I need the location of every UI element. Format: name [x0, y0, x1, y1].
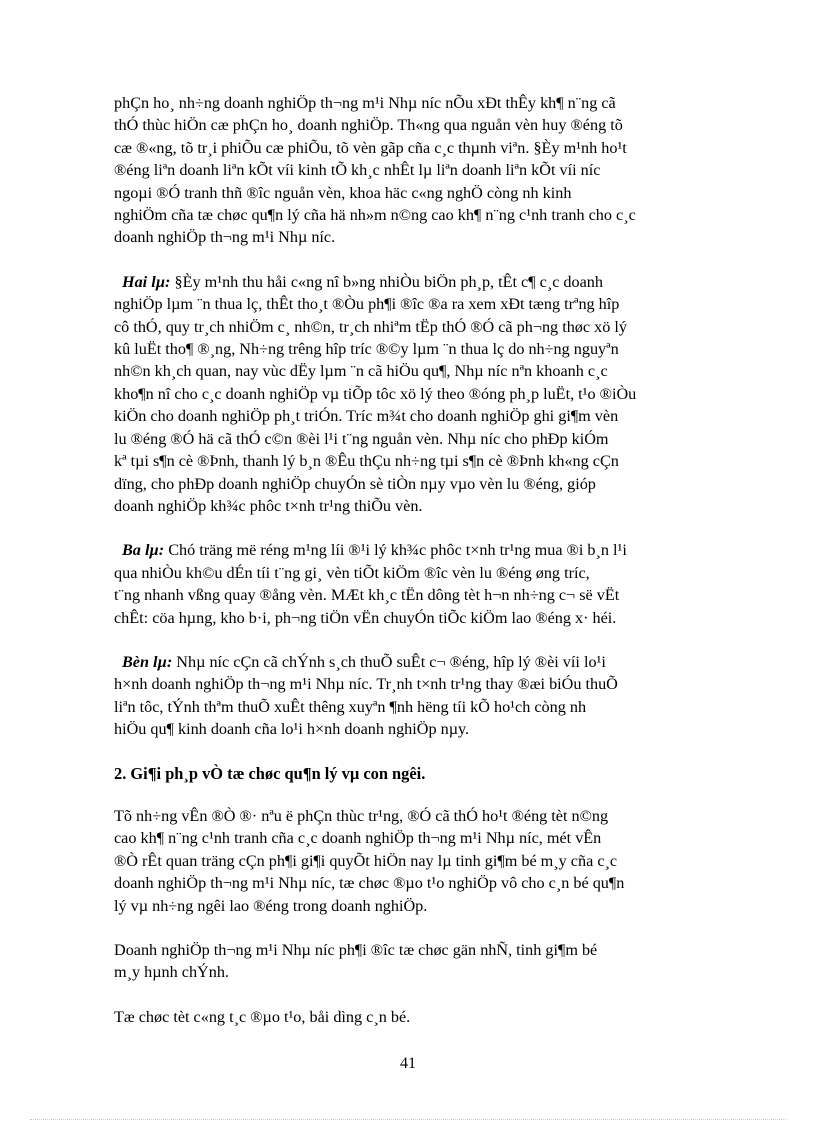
hai-la-paragraph [114, 271, 741, 517]
page-number: 41 [400, 1055, 416, 1072]
paragraph-gap [114, 785, 741, 805]
text-line: ®éng liªn doanh liªn kÕt víi kinh tÕ kh¸c nhÊt lµ liªn doanh liªn kÕt víi níc [114, 161, 601, 180]
text-line: kiÖn cho doanh nghiÖp ph¸t triÓn. Tríc m¾t cho doanh nghiÖp ghi gi¶m vèn [114, 407, 619, 426]
text-line [114, 539, 741, 561]
ba-la-lead: Ba lµ: [122, 541, 165, 560]
text-line: cæ ®«ng, tõ tr¸i phiÕu cæ phiÕu, tõ vèn gãp cña c¸c thµnh viªn. §Èy m¹nh ho¹t [114, 138, 627, 157]
ba-la-first-line: Chó träng më réng m¹ng líi ®¹i lý kh¾c phôc t×nh tr¹ng mua ®i b¸n l¹i [164, 541, 627, 560]
hai-la-first-line: §Èy m¹nh thu håi c«ng nî b»ng nhiÒu biÖn ph¸p, tÊt c¶ c¸c doanh [170, 272, 603, 291]
text-line: doanh nghiÖp kh¾c phôc t×nh tr¹ng thiÕu vèn. [114, 496, 423, 515]
text-line: Doanh nghiÖp th¬ng m¹i Nhµ níc ph¶i ®îc tæ chøc gän nhÑ, tinh gi¶m bé [114, 941, 598, 959]
text-line: h×nh doanh nghiÖp th¬ng m¹i Nhµ níc. Tr¸nh t×nh tr¹ng thay ®æi biÓu thuÕ [114, 675, 618, 694]
text-line: dïng, cho phÐp doanh nghiÖp chuyÓn sè tiÒn nµy vµo vèn lu ®éng, gióp [114, 474, 596, 493]
text-line: doanh nghiÖp th¬ng m¹i Nhµ níc. [114, 228, 336, 247]
text-line: ngoµi ®Ó tranh thñ ®îc nguån vèn, khoa häc c«ng nghÖ còng nh kinh [114, 183, 572, 202]
section-paragraph-1 [114, 805, 741, 917]
text-line: thÓ thùc hiÖn cæ phÇn ho¸ doanh nghiÖp. Th«ng qua nguån vèn huy ®éng tõ [114, 116, 623, 135]
text-line: cô thÓ, quy tr¸ch nhiÖm c¸ nh©n, tr¸ch nhiªm tËp thÓ ®Ó cã ph¬ng thøc xö lý [114, 317, 627, 336]
text-line [114, 651, 741, 673]
paragraph-gap [114, 629, 741, 651]
paragraph-gap [114, 517, 741, 539]
bon-la-paragraph [114, 651, 741, 741]
text-line [114, 271, 741, 293]
text-line: Tæ chøc tèt c«ng t¸c ®µo t¹o, båi dìng c¸n bé. [114, 1007, 411, 1026]
text-line: ®Ò rÊt quan träng cÇn ph¶i gi¶i quyÕt hiÖn nay lµ tinh gi¶m bé m¸y cña c¸c [114, 851, 618, 870]
text-line: lý vµ nh÷ng ngêi lao ®éng trong doanh nghiÖp. [114, 896, 428, 915]
text-line: doanh nghiÖp th¬ng m¹i Nhµ níc, tæ chøc ®µo t¹o nghiÖp vô cho c¸n bé qu¶n [114, 874, 625, 893]
page-body [114, 92, 741, 1028]
text-line: qua nhiÒu kh©u dÉn tíi t¨ng gi¸ vèn tiÕt kiÖm ®îc vèn lu ®éng øng tríc, [114, 563, 590, 582]
text-line: hiÖu qu¶ kinh doanh cña lo¹i h×nh doanh nghiÖp nµy. [114, 720, 470, 739]
text-line: Tõ nh÷ng vÊn ®Ò ®· nªu ë phÇn thùc tr¹ng, ®Ó cã thÓ ho¹t ®éng tèt n©ng [114, 806, 609, 825]
text-line: t¨ng nhanh vßng quay ®ång vèn. MÆt kh¸c tËn dông tèt h¬n nh÷ng c¬ së vËt [114, 586, 620, 605]
hai-la-lead: Hai lµ: [122, 272, 171, 291]
text-line: nghiÖp lµm ¨n thua lç, thÊt tho¸t ®Òu ph¶i ®îc ®a ra xem xÐt tæng trªng hîp [114, 295, 620, 314]
section-paragraph-3 [114, 1006, 741, 1028]
paragraph-gap [114, 741, 741, 763]
ba-la-paragraph [114, 539, 741, 629]
text-line: nh©n kh¸ch quan, nay vùc dËy lµm ¨n cã hiÖu qu¶, Nhµ níc nªn khoanh c¸c [114, 362, 608, 381]
text-line: chÊt: cöa hµng, kho b·i, ph¬ng tiÖn vËn chuyÓn tiÕc kiÖm lao ®éng x· héi. [114, 608, 617, 627]
paragraph-gap [114, 249, 741, 271]
bon-la-lead: Bèn lµ: [122, 652, 173, 671]
text-line: kho¶n nî cho c¸c doanh nghiÖp vµ tiÕp tôc xö lý theo ®óng ph¸p luËt, t¹o ®iÒu [114, 384, 637, 403]
section-heading: 2. Gi¶i ph¸p vÒ tæ chøc qu¶n lý vµ con ngêi. [114, 763, 426, 783]
text-line: lu ®éng ®Ó hä cã thÓ c©n ®èi l¹i t¨ng nguån vèn. Nhµ níc cho phÐp kiÓm [114, 429, 609, 448]
text-line: nghiÖm cña tæ chøc qu¶n lý cña hä nh»m n©ng cao kh¶ n¨ng c¹nh tranh cho c¸c [114, 206, 636, 225]
page-bottom-divider [30, 1119, 786, 1120]
intro-paragraph [114, 92, 741, 249]
text-line: m¸y hµnh chÝnh. [114, 963, 229, 982]
paragraph-gap [114, 984, 741, 1006]
text-line: kª tµi s¶n cè ®Þnh, thanh lý b¸n ®Êu thÇu nh÷ng tµi s¶n cè ®Þnh kh«ng cÇn [114, 452, 619, 471]
bon-la-first-line: Nhµ níc cÇn cã chÝnh s¸ch thuÕ suÊt c¬ ®éng, hîp lý ®èi víi lo¹i [172, 652, 606, 671]
text-line: cao kh¶ n¨ng c¹nh tranh cña c¸c doanh nghiÖp th¬ng m¹i Nhµ níc, mét vÊn [114, 829, 602, 848]
section-paragraph-2 [114, 939, 741, 984]
text-line: kû luËt tho¶ ®¸ng, Nh÷ng trêng hîp tríc ®©y lµm ¨n thua lç do nh÷ng nguyªn [114, 340, 619, 359]
text-line: liªn tôc, tÝnh thªm thuÕ xuÊt thêng xuyªn ¶nh hëng tíi kÕ ho¹ch còng nh [114, 697, 587, 716]
paragraph-gap [114, 917, 741, 939]
text-line: phÇn ho¸ nh÷ng doanh nghiÖp th¬ng m¹i Nhµ níc nÕu xÐt thÊy kh¶ n¨ng cã [114, 94, 616, 112]
